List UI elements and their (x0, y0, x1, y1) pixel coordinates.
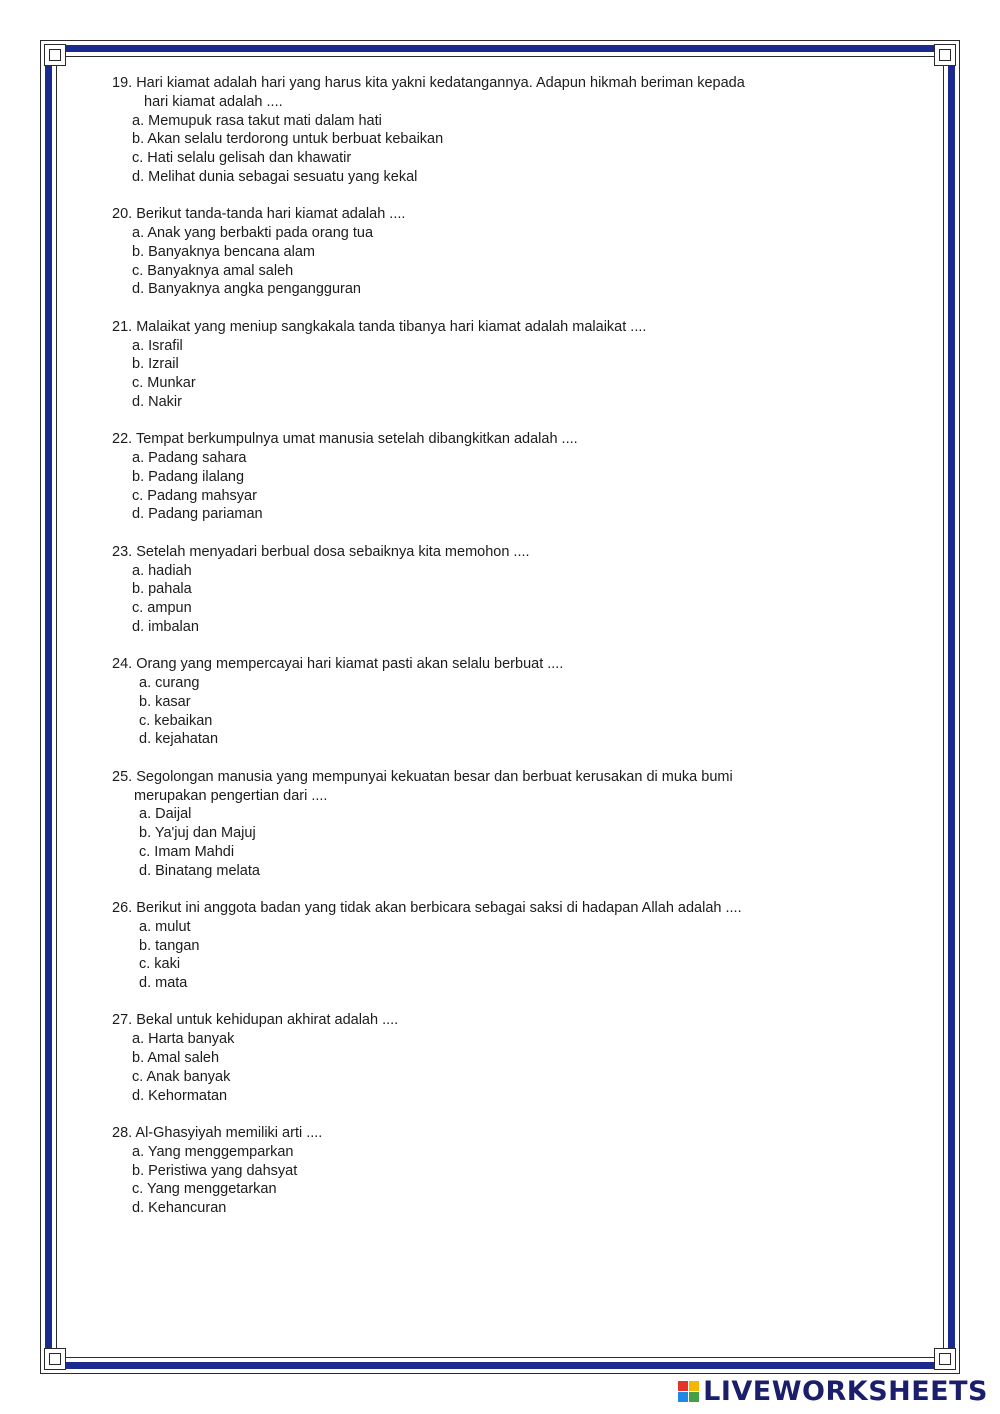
option-b[interactable]: b. Akan selalu terdorong untuk berbuat kebaikan (132, 131, 444, 148)
question-number: 20. (112, 206, 133, 223)
question-26 (112, 899, 822, 993)
answer-options (112, 224, 822, 299)
option-b[interactable]: b. Ya'juj dan Majuj (139, 825, 256, 842)
frame-corner-ornament (44, 1348, 66, 1370)
option-c[interactable]: c. Hati selalu gelisah dan khawatir (132, 150, 352, 167)
option-d[interactable]: d. Padang pariaman (132, 506, 263, 523)
question-24 (112, 655, 822, 749)
question-22 (112, 430, 822, 524)
option-a[interactable]: a. Anak yang berbakti pada orang tua (132, 225, 374, 242)
option-d[interactable]: d. imbalan (132, 618, 199, 635)
option-b[interactable]: b. Amal saleh (132, 1050, 220, 1067)
logo-tile-red (678, 1381, 688, 1391)
option-c[interactable]: c. kaki (139, 956, 181, 973)
question-text: 26. Berikut ini anggota badan yang tidak akan berbicara sebagai saksi di hadapan Allah adalah .... (112, 899, 742, 916)
question-text-continued: merupakan pengertian dari .... (134, 787, 328, 804)
option-a[interactable]: a. Israfil (132, 337, 183, 354)
option-a[interactable]: a. Memupuk rasa takut mati dalam hati (132, 112, 382, 129)
question-number: 22. (112, 431, 133, 448)
liveworksheets-wordmark: LIVEWORKSHEETS (703, 1375, 988, 1407)
option-d[interactable]: d. Banyaknya angka pengangguran (132, 281, 361, 298)
question-text-continued: hari kiamat adalah .... (144, 93, 283, 110)
liveworksheets-logo-icon (678, 1381, 699, 1402)
question-27 (112, 1011, 822, 1105)
option-c[interactable]: c. ampun (132, 600, 192, 617)
option-a[interactable]: a. Daijal (139, 806, 192, 823)
question-text: 27. Bekal untuk kehidupan akhirat adalah .... (112, 1012, 399, 1029)
option-b[interactable]: b. kasar (139, 693, 191, 710)
question-25 (112, 768, 822, 881)
option-a[interactable]: a. Yang menggemparkan (132, 1143, 294, 1160)
answer-options (112, 1143, 822, 1218)
question-23 (112, 543, 822, 637)
option-d[interactable]: d. Nakir (132, 393, 182, 410)
question-number: 19. (112, 75, 133, 91)
option-d[interactable]: d. Binatang melata (139, 862, 260, 879)
option-c[interactable]: c. Munkar (132, 375, 196, 392)
question-number: 23. (112, 543, 133, 560)
option-d[interactable]: d. Kehormatan (132, 1087, 228, 1104)
option-b[interactable]: b. Banyaknya bencana alam (132, 243, 315, 260)
question-19 (112, 74, 822, 187)
option-c[interactable]: c. Padang mahsyar (132, 487, 257, 504)
option-b[interactable]: b. Padang ilalang (132, 468, 245, 485)
question-text: 25. Segolongan manusia yang mempunyai kekuatan besar dan berbuat kerusakan di muka bumi (112, 768, 733, 785)
option-b[interactable]: b. tangan (139, 937, 200, 954)
question-text: 28. Al-Ghasyiyah memiliki arti .... (112, 1124, 323, 1141)
question-21 (112, 318, 822, 412)
option-c[interactable]: c. Yang menggetarkan (132, 1181, 277, 1198)
option-b[interactable]: b. pahala (132, 581, 192, 598)
question-text: 22. Tempat berkumpulnya umat manusia setelah dibangkitkan adalah .... (112, 431, 578, 448)
answer-options (112, 805, 822, 880)
option-c[interactable]: c. Anak banyak (132, 1068, 231, 1085)
option-c[interactable]: c. Banyaknya amal saleh (132, 262, 294, 279)
liveworksheets-watermark (678, 1374, 988, 1408)
option-d[interactable]: d. Kehancuran (132, 1200, 227, 1217)
answer-options (112, 918, 822, 993)
question-text: 23. Setelah menyadari berbual dosa sebaiknya kita memohon .... (112, 543, 530, 560)
question-text: 20. Berikut tanda-tanda hari kiamat adalah .... (112, 206, 406, 223)
answer-options (112, 674, 822, 749)
frame-corner-ornament (934, 1348, 956, 1370)
option-a[interactable]: a. Padang sahara (132, 450, 247, 467)
question-text: 21. Malaikat yang meniup sangkakala tanda tibanya hari kiamat adalah malaikat .... (112, 318, 647, 335)
question-number: 21. (112, 318, 133, 335)
option-a[interactable]: a. curang (139, 675, 200, 692)
question-number: 28. (112, 1124, 133, 1141)
question-number: 26. (112, 899, 133, 916)
question-number: 25. (112, 768, 133, 785)
answer-options (112, 337, 822, 412)
option-d[interactable]: d. Melihat dunia sebagai sesuatu yang kekal (132, 168, 418, 185)
question-number: 27. (112, 1012, 133, 1029)
question-20 (112, 205, 822, 299)
answer-options (112, 1030, 822, 1105)
option-d[interactable]: d. mata (139, 975, 188, 992)
answer-options (112, 112, 822, 187)
option-b[interactable]: b. Peristiwa yang dahsyat (132, 1162, 298, 1179)
question-text: 19. Hari kiamat adalah hari yang harus kita yakni kedatangannya. Adapun hikmah beriman kepada (112, 75, 745, 91)
option-b[interactable]: b. Izrail (132, 356, 179, 373)
question-28 (112, 1124, 822, 1218)
frame-corner-ornament (44, 44, 66, 66)
answer-options (112, 449, 822, 524)
question-number: 24. (112, 656, 133, 673)
option-a[interactable]: a. Harta banyak (132, 1031, 235, 1048)
question-text: 24. Orang yang mempercayai hari kiamat pasti akan selalu berbuat .... (112, 656, 564, 673)
frame-corner-ornament (934, 44, 956, 66)
logo-tile-green (689, 1392, 699, 1402)
option-c[interactable]: c. kebaikan (139, 712, 213, 729)
option-a[interactable]: a. hadiah (132, 562, 192, 579)
logo-tile-yellow (689, 1381, 699, 1391)
answer-options (112, 562, 822, 637)
logo-tile-blue (678, 1392, 688, 1402)
option-c[interactable]: c. Imam Mahdi (139, 843, 235, 860)
option-a[interactable]: a. mulut (139, 918, 191, 935)
worksheet-questions (112, 74, 822, 1236)
option-d[interactable]: d. kejahatan (139, 731, 219, 748)
